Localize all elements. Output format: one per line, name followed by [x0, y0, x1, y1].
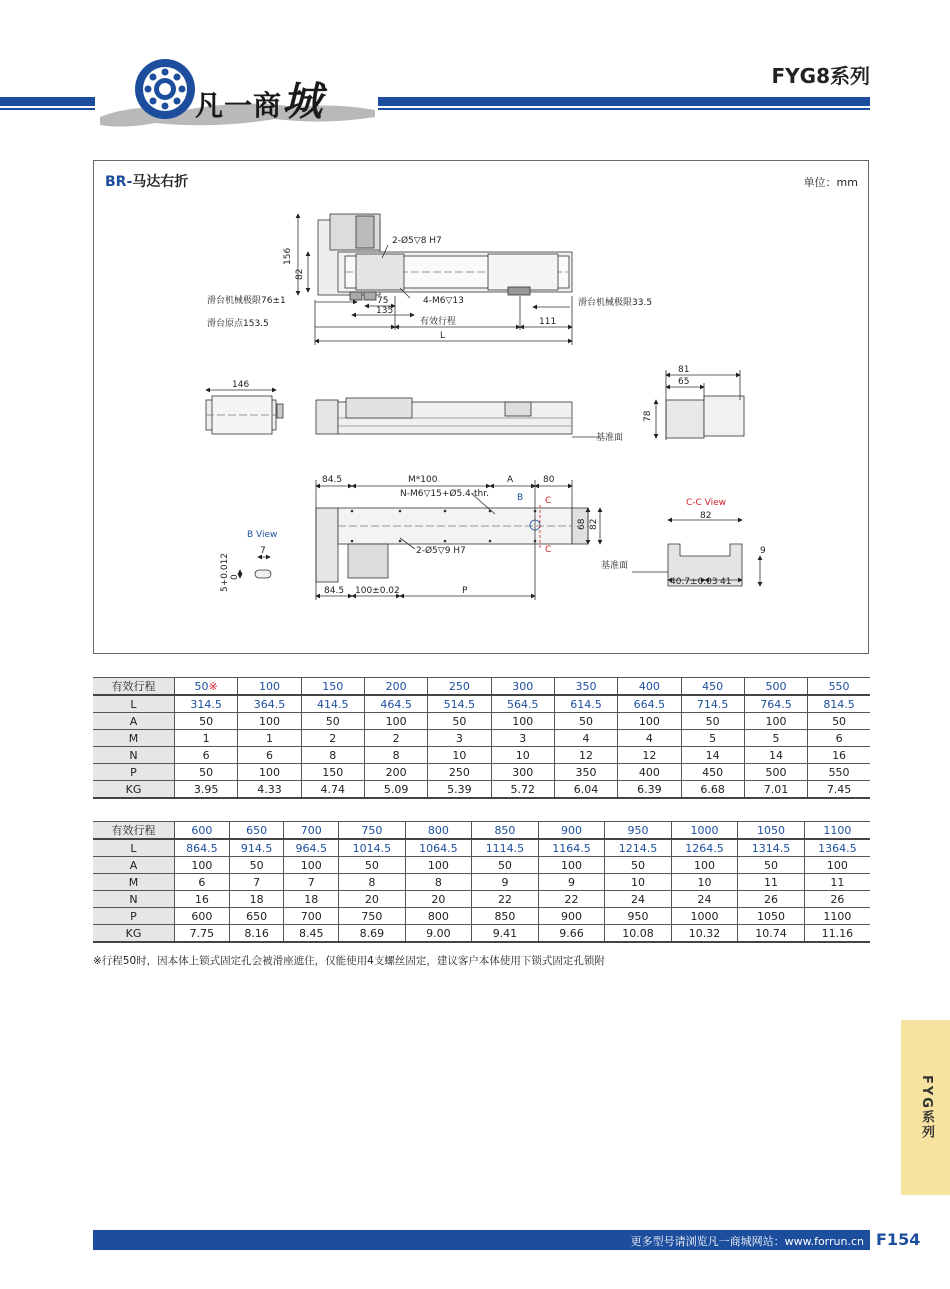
table-cell: 500	[744, 764, 807, 781]
table-cell: 650	[229, 908, 284, 925]
row-header: N	[93, 891, 175, 908]
table-cell: 450	[681, 678, 744, 696]
table-cell: 100	[284, 857, 339, 874]
table-cell: 1000	[671, 908, 738, 925]
table-cell: 450	[681, 764, 744, 781]
label-dim-7: 7	[260, 546, 266, 556]
table-cell: 10.74	[738, 925, 805, 943]
table-row	[93, 713, 870, 730]
row-header: M	[93, 874, 175, 891]
table-cell: 16	[175, 891, 230, 908]
table-cell: 914.5	[229, 839, 284, 857]
row-header: P	[93, 908, 175, 925]
side-tab-label: FYG系列	[919, 1075, 934, 1140]
table-cell: 9	[472, 874, 539, 891]
label-slide-origin: 滑台原点153.5	[207, 319, 269, 329]
table-row	[93, 908, 870, 925]
front-view	[316, 398, 600, 437]
table-cell: 550	[808, 764, 870, 781]
table-row	[93, 781, 870, 799]
footnote: ※行程50时，因本体上锁式固定孔会被滑座遮住，仅能使用4支螺丝固定，建议客户本体使用下锁式固定孔锁附	[93, 955, 605, 967]
label-hole-bottom: 2-Ø5▽9 H7	[416, 546, 466, 556]
table-cell: 9.41	[472, 925, 539, 943]
table-cell: 550	[808, 678, 870, 696]
table-cell: 764.5	[744, 695, 807, 713]
table-cell: 4.74	[301, 781, 364, 799]
label-dim-75: 75	[377, 296, 389, 306]
table-cell: 650	[229, 822, 284, 840]
table-row	[93, 839, 870, 857]
table-cell: 350	[554, 764, 617, 781]
table-cell: 150	[301, 678, 364, 696]
table-cell: 50	[681, 713, 744, 730]
label-b-mark: B	[517, 493, 524, 503]
row-header: A	[93, 713, 175, 730]
table-cell: 14	[744, 747, 807, 764]
table-cell: 700	[284, 908, 339, 925]
table-cell: 7.75	[175, 925, 230, 943]
table-row	[93, 764, 870, 781]
label-n-m6: N-M6▽15+Ø5.4-thr.	[400, 489, 489, 499]
table-cell: 1100	[804, 908, 870, 925]
table-cell: 100	[238, 713, 301, 730]
label-hole-top: 2-Ø5▽8 H7	[392, 236, 442, 246]
table-cell: 6	[808, 730, 870, 747]
table-cell: 100	[804, 857, 870, 874]
table-cell: 8	[301, 747, 364, 764]
label-dim-9: 9	[760, 546, 766, 556]
label-dim-78: 78	[643, 410, 653, 422]
table-cell: 5	[681, 730, 744, 747]
table-cell: 1064.5	[405, 839, 472, 857]
table-row	[93, 891, 870, 908]
table-cell: 1	[238, 730, 301, 747]
table-cell: 1164.5	[538, 839, 605, 857]
b-view	[240, 557, 271, 578]
label-dim-80: 80	[543, 475, 555, 485]
table-cell: 8	[339, 874, 406, 891]
label-dim-84-5-top: 84.5	[322, 475, 343, 485]
table-cell: 964.5	[284, 839, 339, 857]
row-header: 有效行程	[93, 822, 175, 840]
table-cell: 24	[605, 891, 672, 908]
table-cell: 850	[472, 822, 539, 840]
table-cell: 9.66	[538, 925, 605, 943]
table-row	[93, 678, 870, 696]
table-cell: 300	[491, 764, 554, 781]
table-cell: 4	[618, 730, 681, 747]
table-cell: 900	[538, 908, 605, 925]
table-cell: 750	[339, 822, 406, 840]
table-cell: 100	[238, 678, 301, 696]
table-cell: 50	[175, 764, 238, 781]
spec-table-1	[93, 677, 870, 799]
table-cell: 1264.5	[671, 839, 738, 857]
table-cell: 4	[554, 730, 617, 747]
label-dim-68: 68	[577, 518, 587, 530]
table-cell: 7	[229, 874, 284, 891]
table-cell: 11	[738, 874, 805, 891]
table-cell: 20	[339, 891, 406, 908]
table-cell: 564.5	[491, 695, 554, 713]
table-cell: 364.5	[238, 695, 301, 713]
label-datum-2: 基准面	[601, 561, 629, 571]
table-cell: 800	[405, 908, 472, 925]
label-dim-81: 81	[678, 365, 690, 375]
table-cell: 250	[428, 678, 491, 696]
label-c-mark-bottom: C	[545, 545, 552, 555]
table-cell: 6.04	[554, 781, 617, 799]
unit-label: 单位：mm	[803, 176, 858, 189]
table-cell: 6	[175, 874, 230, 891]
label-slide-limit-right: 滑台机械极限33.5	[578, 298, 653, 308]
table-cell: 664.5	[618, 695, 681, 713]
table-cell: 8.45	[284, 925, 339, 943]
label-dim-40-7: 40.7±0.03	[670, 577, 718, 587]
row-header: KG	[93, 781, 175, 799]
table-cell: 100	[175, 857, 230, 874]
table-cell: 100	[538, 857, 605, 874]
table-cell: 200	[364, 678, 427, 696]
table-cell: 350	[554, 678, 617, 696]
table-row	[93, 925, 870, 943]
end-view-left	[206, 390, 283, 434]
table-cell: 464.5	[364, 695, 427, 713]
table-cell: 300	[491, 678, 554, 696]
table-cell: 1000	[671, 822, 738, 840]
table-cell: 26	[738, 891, 805, 908]
table-cell: 8	[405, 874, 472, 891]
table-cell: 16	[808, 747, 870, 764]
table-cell: 24	[671, 891, 738, 908]
table-cell: 600	[175, 822, 230, 840]
page-number: F154	[876, 1230, 921, 1249]
table-cell: 714.5	[681, 695, 744, 713]
table-cell: 750	[339, 908, 406, 925]
label-tol-0: 0	[230, 574, 240, 580]
table-cell: 864.5	[175, 839, 230, 857]
table-row	[93, 822, 870, 840]
table-cell: 18	[284, 891, 339, 908]
row-header: KG	[93, 925, 175, 943]
table-cell: 7.01	[744, 781, 807, 799]
label-dim-84-5-bottom: 84.5	[324, 586, 345, 596]
row-header: A	[93, 857, 175, 874]
table-cell: 12	[554, 747, 617, 764]
table-cell: 50	[229, 857, 284, 874]
table-cell: 1014.5	[339, 839, 406, 857]
label-datum-1: 基准面	[596, 433, 624, 443]
table-cell: 10	[671, 874, 738, 891]
label-dim-P: P	[462, 586, 468, 596]
panel-title: BR-马达右折	[105, 174, 189, 190]
label-dim-146: 146	[232, 380, 250, 390]
label-dim-82-side: 82	[295, 268, 305, 280]
row-header: P	[93, 764, 175, 781]
table-cell: 10	[428, 747, 491, 764]
end-view-right	[656, 370, 744, 440]
table-cell: 100	[671, 857, 738, 874]
table-cell: 50	[472, 857, 539, 874]
label-tol-5: 5+0.012	[220, 552, 230, 592]
series-title: FYG8系列	[771, 64, 870, 88]
table-cell: 250	[428, 764, 491, 781]
label-dim-100: 100±0.02	[355, 586, 400, 596]
table-cell: 1114.5	[472, 839, 539, 857]
table-cell: 10	[491, 747, 554, 764]
table-cell: 11.16	[804, 925, 870, 943]
table-cell: 22	[472, 891, 539, 908]
row-header: 有效行程	[93, 678, 175, 696]
table-cell: 50	[554, 713, 617, 730]
table-cell: 4.33	[238, 781, 301, 799]
table-row	[93, 857, 870, 874]
table-cell: 1214.5	[605, 839, 672, 857]
table-cell: 1050	[738, 908, 805, 925]
table-cell: 950	[605, 908, 672, 925]
table-cell: 2	[364, 730, 427, 747]
table-cell: 100	[405, 857, 472, 874]
table-cell: 26	[804, 891, 870, 908]
table-cell: 100	[238, 764, 301, 781]
table-cell: 6	[238, 747, 301, 764]
table-cell: 9	[538, 874, 605, 891]
table-row	[93, 695, 870, 713]
table-cell: 7.45	[808, 781, 870, 799]
table-cell: 150	[301, 764, 364, 781]
table-cell: 14	[681, 747, 744, 764]
logo-text: 凡一商城	[195, 79, 324, 125]
table-cell: 600	[175, 908, 230, 925]
table-cell: 6.39	[618, 781, 681, 799]
table-cell: 200	[364, 764, 427, 781]
label-m-100: M*100	[408, 475, 438, 485]
table-cell: 12	[618, 747, 681, 764]
table-cell: 50	[175, 713, 238, 730]
table-cell: 814.5	[808, 695, 870, 713]
footer-website[interactable]: 更多型号请浏览凡一商城网站：www.forrun.cn	[630, 1235, 864, 1248]
table-cell: 9.00	[405, 925, 472, 943]
table-cell: 7	[284, 874, 339, 891]
table-cell: 950	[605, 822, 672, 840]
table-cell: 700	[284, 822, 339, 840]
table-cell: 50	[808, 713, 870, 730]
row-header: L	[93, 839, 175, 857]
table-cell: 614.5	[554, 695, 617, 713]
table-cell: 314.5	[175, 695, 238, 713]
label-c-mark-top: C	[545, 496, 552, 506]
table-cell: 22	[538, 891, 605, 908]
table-cell: 400	[618, 678, 681, 696]
label-dim-82-cc: 82	[700, 511, 712, 521]
spec-table-2	[93, 821, 870, 943]
label-slide-limit-left: 滑台机械极限76±1	[207, 296, 286, 306]
table-cell: 100	[364, 713, 427, 730]
table-cell: 1	[175, 730, 238, 747]
table-cell: 850	[472, 908, 539, 925]
table-cell: 50※	[175, 678, 238, 696]
label-m6: 4-M6▽13	[423, 296, 464, 306]
table-cell: 8	[364, 747, 427, 764]
table-cell: 514.5	[428, 695, 491, 713]
table-cell: 5.09	[364, 781, 427, 799]
label-cc-view: C-C View	[686, 498, 727, 508]
row-header: L	[93, 695, 175, 713]
table-row	[93, 730, 870, 747]
table-cell: 50	[428, 713, 491, 730]
row-header: M	[93, 730, 175, 747]
label-dim-A: A	[507, 475, 514, 485]
table-cell: 400	[618, 764, 681, 781]
table-cell: 8.69	[339, 925, 406, 943]
label-dim-156: 156	[283, 247, 293, 265]
table-cell: 3.95	[175, 781, 238, 799]
table-cell: 10.08	[605, 925, 672, 943]
label-dim-L: L	[440, 331, 446, 341]
table-cell: 100	[744, 713, 807, 730]
table-cell: 50	[738, 857, 805, 874]
table-cell: 1050	[738, 822, 805, 840]
table-cell: 3	[428, 730, 491, 747]
label-stroke: 有效行程	[420, 317, 457, 327]
table-cell: 5.72	[491, 781, 554, 799]
label-dim-135: 135	[376, 306, 394, 316]
table-row	[93, 747, 870, 764]
table-cell: 1314.5	[738, 839, 805, 857]
table-cell: 11	[804, 874, 870, 891]
table-cell: 8.16	[229, 925, 284, 943]
table-cell: 414.5	[301, 695, 364, 713]
table-cell: 6.68	[681, 781, 744, 799]
table-cell: 500	[744, 678, 807, 696]
label-b-view: B View	[247, 530, 278, 540]
table-cell: 100	[618, 713, 681, 730]
table-row	[93, 874, 870, 891]
table-cell: 50	[339, 857, 406, 874]
table-cell: 2	[301, 730, 364, 747]
table-cell: 18	[229, 891, 284, 908]
table-cell: 800	[405, 822, 472, 840]
table-cell: 50	[605, 857, 672, 874]
table-cell: 900	[538, 822, 605, 840]
label-dim-82-plan: 82	[589, 518, 599, 530]
table-cell: 10.32	[671, 925, 738, 943]
table-cell: 50	[301, 713, 364, 730]
table-cell: 1100	[804, 822, 870, 840]
table-cell: 100	[491, 713, 554, 730]
table-cell: 6	[175, 747, 238, 764]
label-dim-65: 65	[678, 377, 690, 387]
table-cell: 3	[491, 730, 554, 747]
row-header: N	[93, 747, 175, 764]
table-cell: 1364.5	[804, 839, 870, 857]
label-dim-111: 111	[539, 317, 557, 327]
table-cell: 20	[405, 891, 472, 908]
table-cell: 5	[744, 730, 807, 747]
table-cell: 5.39	[428, 781, 491, 799]
label-dim-41: 41	[720, 577, 732, 587]
table-cell: 10	[605, 874, 672, 891]
